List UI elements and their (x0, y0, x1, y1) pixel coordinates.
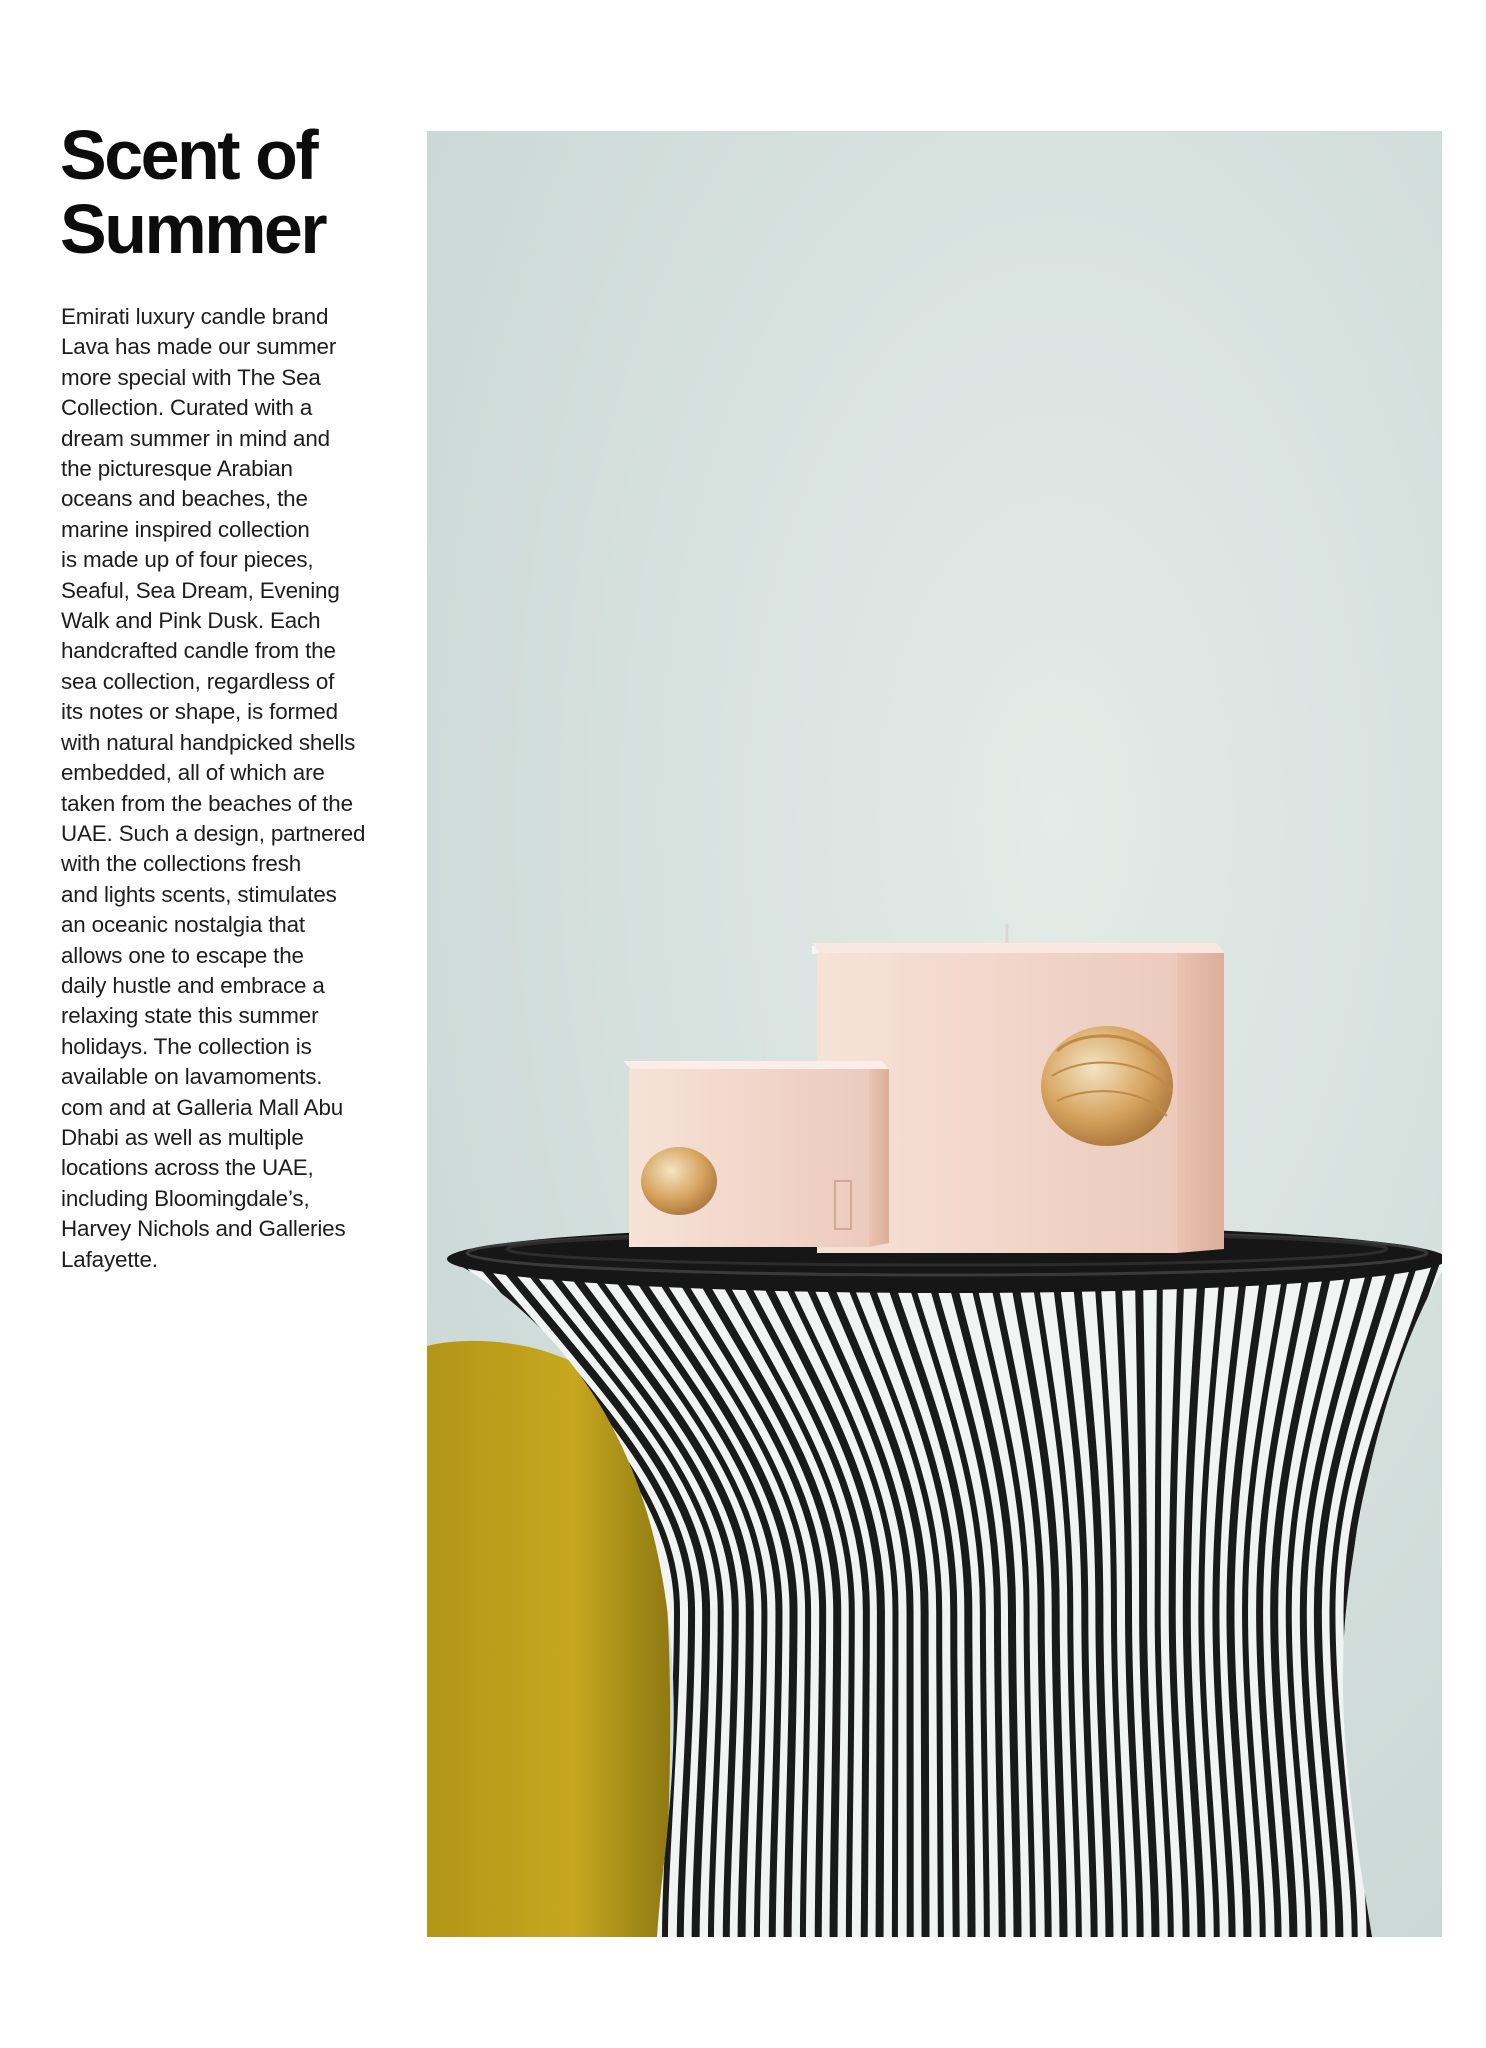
body-line: available on lavamoments. (61, 1064, 323, 1090)
body-line: with natural handpicked shells (61, 729, 356, 755)
body-line: marine inspired collection (61, 516, 310, 542)
body-line: allows one to escape the (61, 942, 304, 968)
body-line: its notes or shape, is formed (61, 699, 338, 725)
seashell-large (1041, 1026, 1173, 1146)
body-line: relaxing state this summer (61, 1003, 319, 1029)
body-line: including Bloomingdale’s, (61, 1185, 310, 1211)
article-title (60, 118, 400, 266)
candle-photo (427, 131, 1442, 1937)
body-line: with the collections fresh (61, 851, 302, 877)
title-line-1: Scent of (60, 116, 317, 194)
body-line: Dhabi as well as multiple (61, 1124, 304, 1150)
body-line: an oceanic nostalgia that (61, 912, 305, 938)
body-line: locations across the UAE, (61, 1155, 314, 1181)
body-line: and lights scents, stimulates (61, 881, 337, 907)
body-line: Emirati luxury candle brand (61, 304, 329, 329)
body-line: sea collection, regardless of (61, 668, 335, 694)
body-line: more special with The Sea (61, 364, 321, 390)
body-line: Lava has made our summer (61, 334, 337, 360)
body-line: dream summer in mind and (61, 425, 330, 451)
body-line: taken from the beaches of the (61, 790, 353, 816)
article-body (61, 302, 393, 1275)
title-line-2: Summer (60, 190, 326, 268)
body-line: Collection. Curated with a (61, 395, 313, 421)
body-line: daily hustle and embrace a (61, 972, 325, 998)
body-line: oceans and beaches, the (61, 486, 308, 512)
body-line: UAE. Such a design, partnered (61, 820, 366, 846)
body-line: Lafayette. (61, 1246, 158, 1272)
small-square-candle (623, 1041, 889, 1247)
body-line: Walk and Pink Dusk. Each (61, 608, 321, 634)
body-line: holidays. The collection is (61, 1033, 312, 1059)
seashell-small (641, 1147, 717, 1215)
body-line: is made up of four pieces, (61, 547, 314, 573)
body-line: Seaful, Sea Dream, Evening (61, 577, 340, 603)
body-line: the picturesque Arabian (61, 456, 293, 482)
body-line: handcrafted candle from the (61, 638, 336, 664)
photo-illustration (427, 131, 1442, 1937)
body-line: embedded, all of which are (61, 760, 325, 786)
body-line: com and at Galleria Mall Abu (61, 1094, 344, 1120)
body-line: Harvey Nichols and Galleries (61, 1216, 346, 1242)
